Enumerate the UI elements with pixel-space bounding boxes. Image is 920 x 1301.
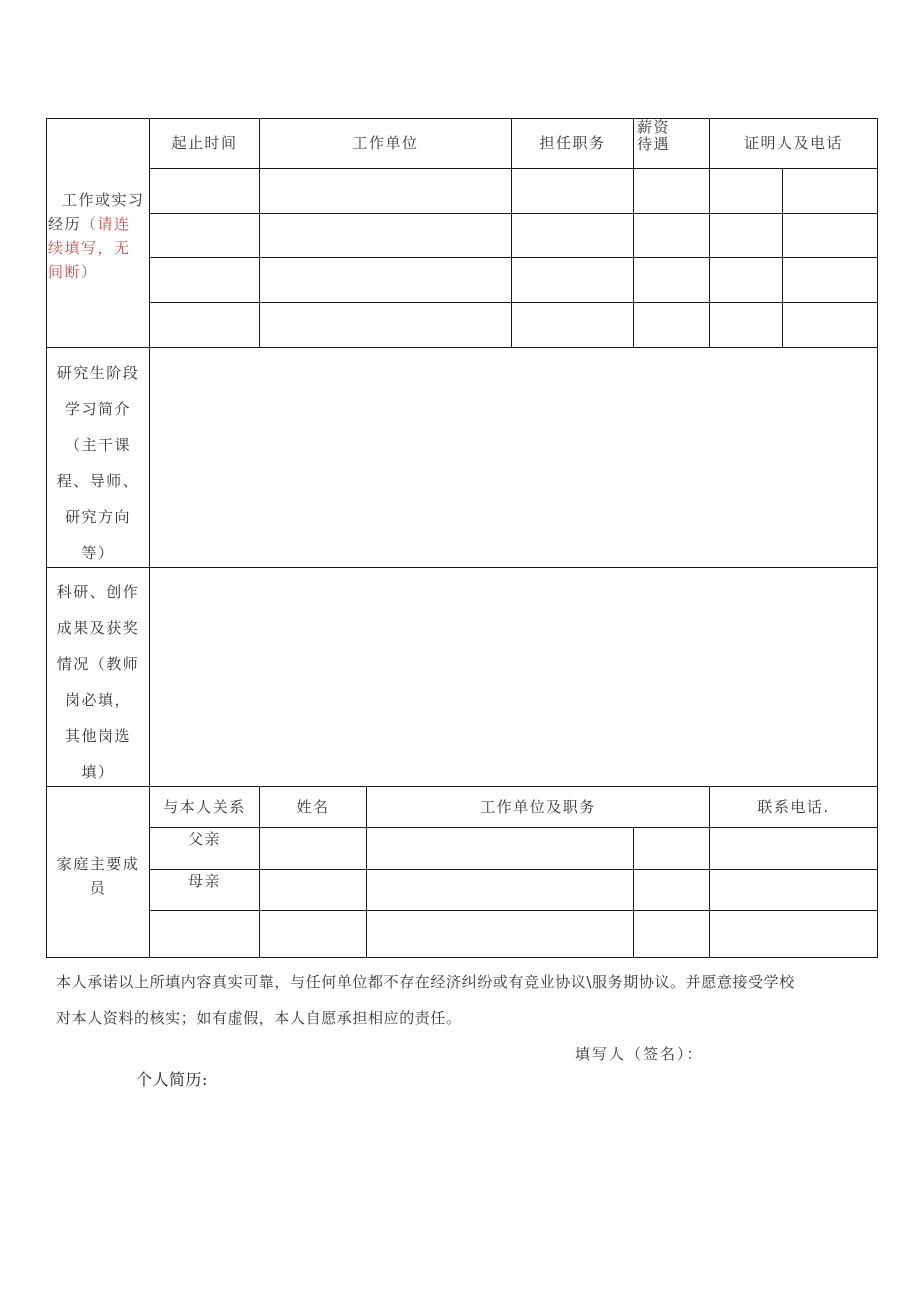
pledge-line1: 本人承诺以上所填内容真实可靠，与任何单位都不存在经济纠纷或有竞业协议\服务期协议。并愿意接受学校 (56, 973, 795, 991)
resume-label: 个人简历: (136, 1070, 208, 1089)
work-label-line1: 工作或实习 (62, 191, 145, 209)
header-salary-line1: 薪资 (637, 118, 671, 136)
header-salary (637, 119, 670, 153)
work-label-line2-prefix: 经历 (48, 215, 82, 233)
research-label-line: 填） (81, 763, 115, 781)
signature-area[interactable] (710, 1040, 870, 1068)
grad-study-label-line: 研究方向 (64, 508, 131, 526)
header-relation: 与本人关系 (163, 798, 246, 816)
header-employer-position: 工作单位及职务 (480, 798, 596, 816)
family-row-relation-mother: 母亲 (187, 872, 221, 890)
grad-study-label-line: 研究生阶段 (56, 364, 140, 382)
header-employer: 工作单位 (352, 134, 419, 152)
work-section-label (48, 188, 148, 284)
work-label-note-c: 间断） (48, 263, 98, 281)
header-position: 担任职务 (539, 134, 606, 152)
family-section-label (47, 852, 149, 900)
research-label-line: 科研、创作 (56, 583, 140, 601)
grad-study-label-line: （主干课 (64, 436, 131, 454)
research-label-line: 岗必填， (64, 691, 131, 709)
research-label-line: 情况（教师 (56, 655, 140, 673)
header-period: 起止时间 (171, 134, 238, 152)
header-phone: 联系电话. (757, 798, 830, 816)
header-name: 姓名 (296, 798, 330, 816)
signature-label: 填写人（签名）： (575, 1045, 704, 1063)
work-label-note-a: （请连 (81, 215, 131, 233)
section-divider-research (46, 786, 878, 787)
pledge-line2: 对本人资料的核实；如有虚假，本人自愿承担相应的责任。 (56, 1009, 462, 1027)
family-row-relation-father: 父亲 (187, 830, 221, 848)
research-label-line: 成果及获奖 (56, 619, 140, 637)
grad-study-label-line: 等） (81, 544, 115, 562)
header-salary-line2: 待遇 (637, 135, 671, 153)
header-reference: 证明人及电话 (743, 134, 843, 152)
family-col-line (633, 827, 634, 958)
work-col-line (633, 118, 634, 348)
work-col-line (782, 168, 783, 348)
table-border-bottom (46, 957, 878, 958)
grad-study-label-line: 学习简介 (64, 400, 131, 418)
research-label-line: 其他岗选 (64, 727, 131, 745)
work-label-note-b: 续填写，无 (48, 239, 131, 257)
family-label-line2: 员 (89, 879, 107, 897)
research-input-area[interactable] (150, 568, 877, 786)
grad-study-label-line: 程、导师、 (56, 472, 140, 490)
family-label-line1: 家庭主要成 (56, 855, 140, 873)
grad-study-label (47, 355, 149, 571)
research-label (47, 574, 149, 790)
grad-study-input-area[interactable] (150, 348, 877, 567)
table-border-top (46, 118, 878, 119)
table-border-right (877, 118, 878, 958)
